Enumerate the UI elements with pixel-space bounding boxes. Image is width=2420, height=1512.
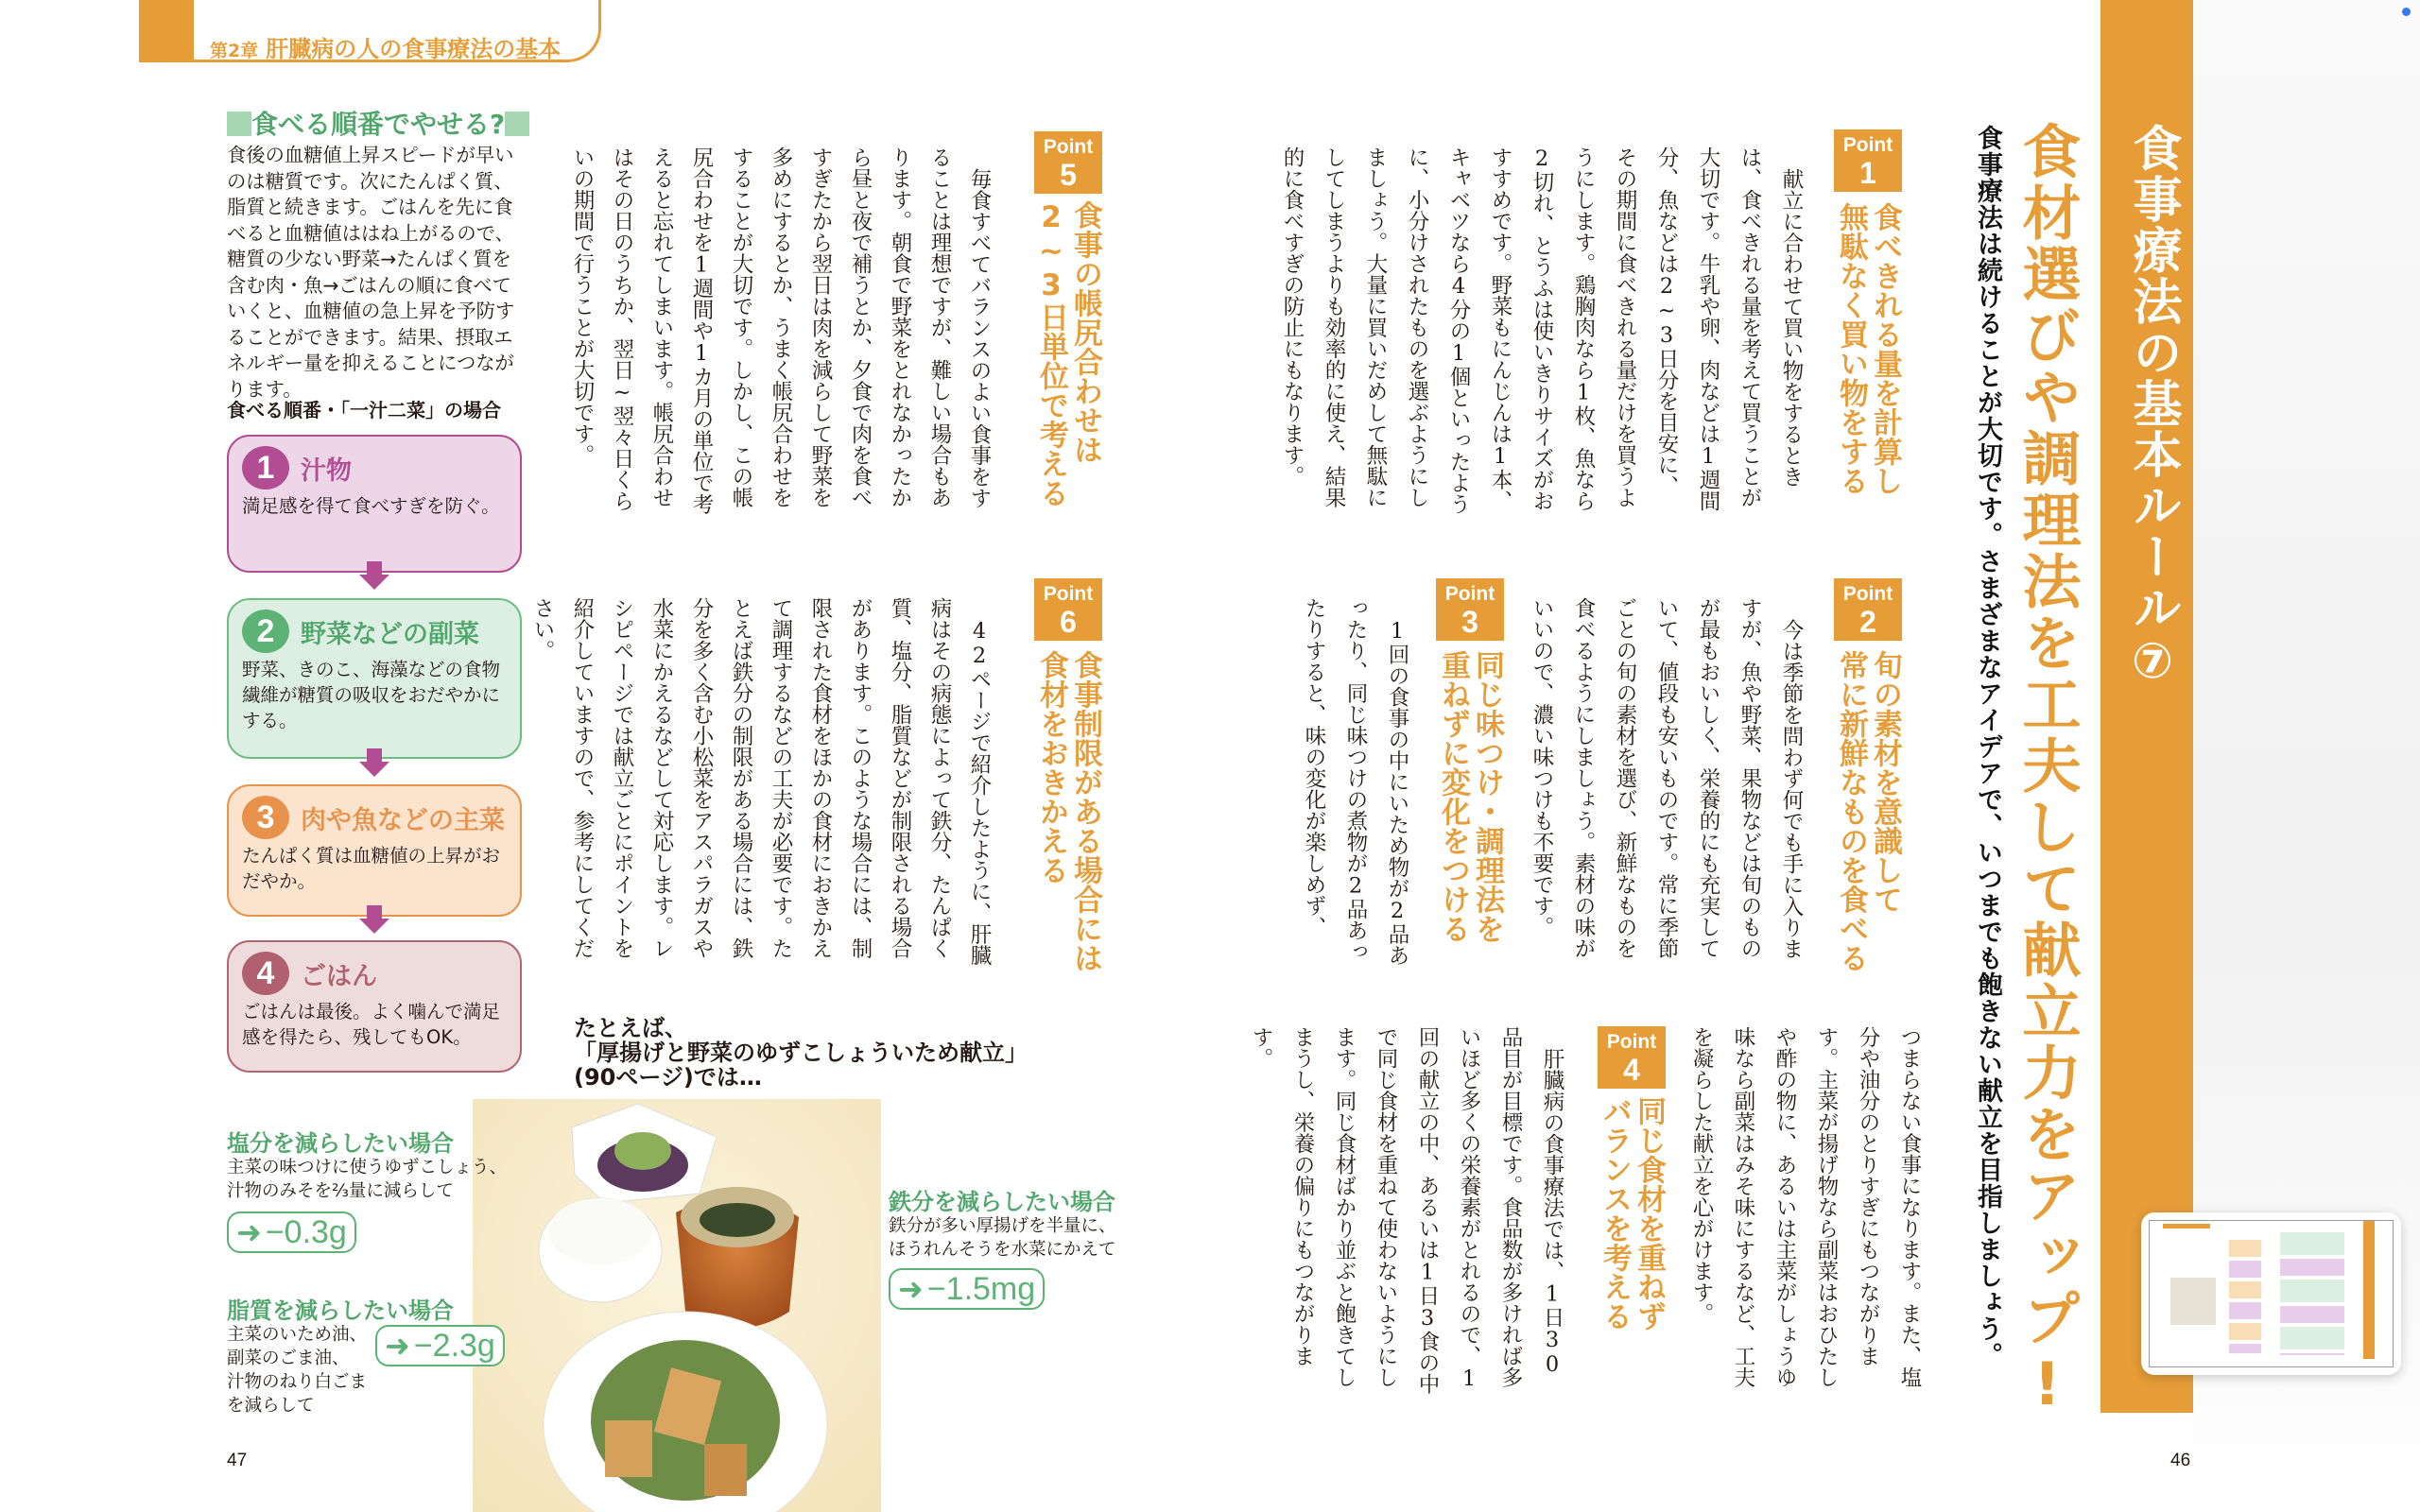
point-number: 3 xyxy=(1461,605,1478,639)
point-label: Point xyxy=(1043,583,1094,605)
step-text: 野菜、きのこ、海藻などの食物繊維が糖質の吸収をおだやかにする。 xyxy=(242,659,501,731)
step-number: 4 xyxy=(242,952,289,995)
point-2-badge xyxy=(1834,578,1902,641)
point-1-title xyxy=(1834,202,1902,542)
title-line: 2~3日単位で考える xyxy=(1034,200,1068,507)
caption-line: (90ページ)では… xyxy=(574,1064,762,1091)
arrow-right-icon: ➜ xyxy=(236,1215,262,1249)
point-number: 5 xyxy=(1060,158,1077,192)
thumb-boxes-right xyxy=(2280,1232,2344,1355)
thumbnail-spread xyxy=(2149,1220,2394,1367)
caption-line: 「厚揚げと野菜のゆずこしょういため献立」 xyxy=(574,1040,1028,1066)
arrow-right-icon: ➜ xyxy=(898,1272,924,1306)
step-2-side-dish xyxy=(227,598,522,759)
square-icon xyxy=(227,112,251,136)
step-title: 肉や魚などの主菜 xyxy=(301,805,505,835)
point-4-badge xyxy=(1598,1026,1666,1089)
chapter-tab xyxy=(139,0,194,62)
square-icon xyxy=(505,112,529,136)
step-title: 野菜などの副菜 xyxy=(301,619,479,649)
point-3-title xyxy=(1436,650,1504,962)
step-1-soup xyxy=(227,435,522,573)
point-3-body-continued: つまらない食事になります。また、塩分や油分のとりすぎにもつながります。主菜が揚げ物なら副菜はおひたしや酢の物に、あるいは主菜がしょうゆ味なら副菜はみそ味にするなど、工夫を凝らした献立を心がけます。 xyxy=(1689,1026,1922,1388)
desc-line: 鉄分が多い厚揚げを半量に、 xyxy=(889,1216,1116,1236)
step-title: ごはん xyxy=(301,961,377,991)
arrow-down-icon xyxy=(359,748,389,777)
thumb-boxes xyxy=(2229,1240,2261,1353)
thumb-band xyxy=(2363,1221,2375,1359)
rule-title: 食事療法の基本ルール⑦ xyxy=(2124,123,2181,692)
rice-bowl xyxy=(539,1198,662,1302)
point-5-badge xyxy=(1034,131,1102,194)
desc-line: 汁物のねり白ごま xyxy=(227,1372,368,1392)
sidebar-subheading: 食べる順番・「一汁二菜」の場合 xyxy=(227,399,501,421)
fat-reduction-badge xyxy=(375,1325,505,1366)
step-number: 3 xyxy=(242,796,289,839)
desc-line: 主菜のいため油、 xyxy=(227,1325,368,1345)
title-line: 食材をおきかえる xyxy=(1034,650,1068,885)
point-5-title xyxy=(1034,200,1102,541)
step-3-main-dish xyxy=(227,784,522,917)
thumb-header xyxy=(2163,1224,2210,1228)
point-3-badge xyxy=(1436,578,1504,641)
thumb-photo xyxy=(2170,1278,2216,1325)
example-caption xyxy=(574,1016,1028,1090)
title-line: 同じ食材を重ねず xyxy=(1632,1096,1666,1331)
title-line: 重ねずに変化をつける xyxy=(1436,650,1470,943)
page-number-left: 47 xyxy=(227,1451,248,1470)
sidebar-title xyxy=(227,104,529,142)
chapter-header xyxy=(210,30,561,63)
title-line: 同じ味つけ・調理法を xyxy=(1470,650,1504,943)
point-label: Point xyxy=(1444,583,1495,605)
step-title: 汁物 xyxy=(301,455,352,486)
title-line: 旬の素材を意識して xyxy=(1868,650,1902,914)
iron-reduction-desc xyxy=(889,1214,1116,1262)
salt-reduction-title: 塩分を減らしたい場合 xyxy=(227,1130,454,1157)
desc-line: ほうれんそうを水菜にかえて xyxy=(889,1240,1116,1260)
step-text: ごはんは最後。よく噛んで満足感を得たら、残してもOK。 xyxy=(242,1001,501,1048)
salt-reduction-desc xyxy=(227,1156,507,1203)
point-label: Point xyxy=(1842,134,1893,156)
sidebar-body: 食後の血糖値上昇スピードが早いのは糖質です。次にたんぱく質、脂質と続きます。ごはんを先に食べると血糖値ははね上がるので、糖質の少ない野菜→たんぱく質を含む肉・魚→ごはんの順に食べていくと、血糖値の急上昇を予防することができます。結果、摂取エネルギー量を抑えることにつながります。 xyxy=(227,144,515,401)
desc-line: 汁物のみそを⅔量に減らして xyxy=(227,1181,454,1201)
point-5-body: 毎食すべてバランスのよい食事をすることは理想ですが、難しい場合もあります。朝食で野菜をとれなかったから昼と夜で補うとか、夕食で肉を食べすぎたから翌日は肉を減らして野菜を多めにするとか、うまく帳尻合わせをすることが大切です。しかし、この帳尻合わせを1週間や1カ月の単位で考えると忘れてしまいます。帳尻合わせはその日のうちか、翌日~翌々日くらいの期間で行うことが大切です。 xyxy=(570,146,992,515)
chapter-number: 第2章 xyxy=(210,41,259,61)
badge-value: −0.3g xyxy=(265,1213,347,1250)
point-number: 1 xyxy=(1859,156,1876,190)
iron-reduction-title: 鉄分を減らしたい場合 xyxy=(889,1189,1115,1215)
badge-value: −2.3g xyxy=(413,1327,495,1364)
arrow-down-icon xyxy=(359,905,389,934)
title-line: 無駄なく買い物をする xyxy=(1834,202,1868,495)
fat-reduction-desc xyxy=(227,1323,367,1418)
point-label: Point xyxy=(1606,1031,1657,1053)
step-4-rice xyxy=(227,940,522,1073)
arrow-down-icon xyxy=(359,561,389,590)
point-4-title xyxy=(1598,1096,1666,1399)
title-line: 常に新鮮なものを食べる xyxy=(1834,650,1868,972)
point-6-badge xyxy=(1034,578,1102,641)
point-6-body: 42ページで紹介したように、肝臓病はその病態によって鉄分、たんぱく質、塩分、脂質などが制限される場合があります。このような場合には、制限された食材をほかの食材におきかえて調理するなどの工夫が必要です。たとえば鉄分の制限がある場合には、鉄分を多く含む小松菜をアスパラガスや水菜にかえるなどして対応します。レシピページでは献立ごとにポイントを紹介していますので、参考にしてください。 xyxy=(530,597,992,966)
arrow-right-icon: ➜ xyxy=(385,1329,410,1363)
fat-reduction-title: 脂質を減らしたい場合 xyxy=(227,1297,454,1324)
title-line: バランスを考える xyxy=(1598,1096,1632,1331)
status-dot xyxy=(2402,8,2411,16)
step-text: 満足感を得て食べすぎを防ぐ。 xyxy=(242,495,500,517)
desc-line: を減らして xyxy=(227,1396,315,1416)
step-number: 1 xyxy=(242,446,289,490)
desc-line: 主菜の味つけに使うゆずこしょう、 xyxy=(227,1158,508,1177)
page-headline: 食材選びや調理法を工夫して献立力をアップ! xyxy=(2013,121,2082,1421)
step-number: 2 xyxy=(242,610,289,653)
next-page-thumbnail[interactable] xyxy=(2141,1212,2401,1375)
title-line: 食事の帳尻合わせは xyxy=(1068,200,1102,464)
caption-line: たとえば、 xyxy=(574,1015,687,1041)
point-number: 2 xyxy=(1859,605,1876,639)
miso-soup-bowl xyxy=(676,1187,799,1329)
title-line: 食べきれる量を計算し xyxy=(1868,202,1902,495)
salt-reduction-badge xyxy=(227,1211,356,1253)
point-3-body: 1回の食事の中にいため物が2品あったり、同じ味つけの煮物が2品あったりすると、味の変化が楽しめず、 xyxy=(1302,597,1409,966)
point-1-badge xyxy=(1834,129,1902,192)
badge-value: −1.5mg xyxy=(926,1270,1036,1307)
point-2-title xyxy=(1834,650,1902,1009)
menu-photo xyxy=(473,1099,881,1512)
iron-reduction-badge xyxy=(889,1268,1045,1310)
point-4-body: 肝臓病の食事療法では、1日30品目が目標です。食品数が多ければ多いほど多くの栄養素がとれるので、1回の献立の中、あるいは1日3食の中で同じ食材を重ねて使わないようにします。同じ食材ばかり並ぶと飽きてしまうし、栄養の偏りにもつながります。 xyxy=(1249,1026,1564,1395)
title-line: 食事制限がある場合には xyxy=(1068,650,1102,972)
point-number: 6 xyxy=(1060,605,1077,639)
point-label: Point xyxy=(1043,136,1094,158)
point-1-body: 献立に合わせて買い物をするときは、食べきれる量を考えて買うことが大切です。牛乳や卵、肉などは1週間分、魚などは2~3日分を目安に、その期間に食べきれる量だけを買うようにします。鶏胸肉なら1枚、魚なら2切れ、とうふは使いきりサイズがおすすめです。野菜もにんじんは1本、キャベツなら4分の1個といったように、小分けされたものを選ぶようにしましょう。大量に買いだめして無駄にしてしまうよりも効率的に使え、結果的に食べすぎの防止にもなります。 xyxy=(1280,146,1804,515)
sidebar-title-text: 食べる順番でやせる? xyxy=(251,109,506,140)
point-number: 4 xyxy=(1623,1053,1640,1087)
point-label: Point xyxy=(1842,583,1893,605)
point-6-title xyxy=(1034,650,1102,1028)
step-text: たんぱく質は血糖値の上昇がおだやか。 xyxy=(242,845,501,892)
page-subtitle: 食事療法は続けることが大切です。さまざまなアイデアで、いつまでも飽きない献立を目指しましょう。 xyxy=(1973,125,2002,1368)
point-2-body: 今は季節を問わず何でも手に入りますが、魚や野菜、果物などは旬のものが最もおいしく、栄養的にも充実していて、値段も安いものです。常に季節ごとの旬の素材を選び、新鮮なものを食べるようにしましょう。素材の味がいいので、濃い味つけも不要です。 xyxy=(1530,597,1804,959)
desc-line: 副菜のごま油、 xyxy=(227,1349,350,1368)
page-number-right: 46 xyxy=(2170,1451,2191,1470)
chapter-title: 肝臓病の人の食事療法の基本 xyxy=(266,36,562,62)
